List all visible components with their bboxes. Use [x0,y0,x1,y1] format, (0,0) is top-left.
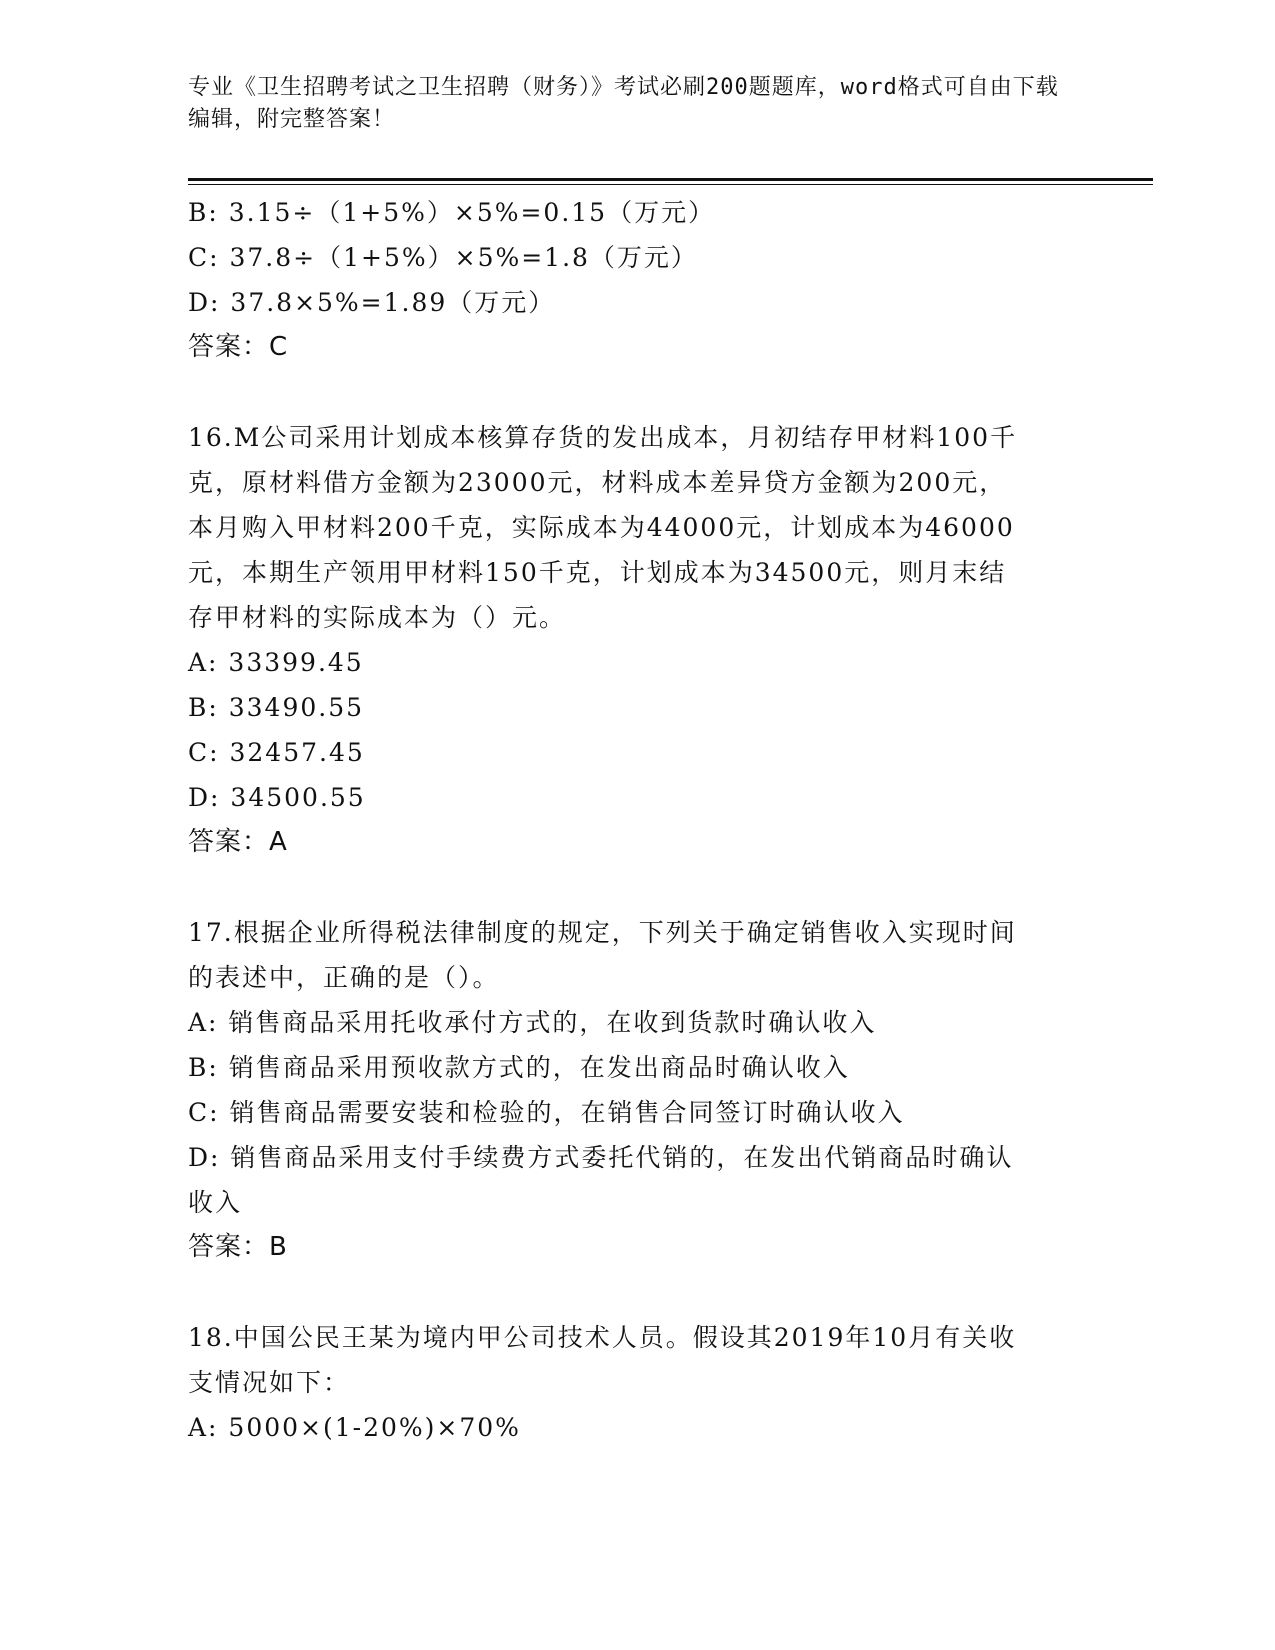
question-18 [188,1315,1078,1450]
question-stem-line: 的表述中，正确的是（）。 [188,963,500,992]
question-stem-line: 克，原材料借方金额为23000元，材料成本差异贷方金额为200元， [188,468,1007,497]
option-d: D: 销售商品采用支付手续费方式委托代销的，在发出代销商品时确认 [188,1143,1014,1172]
question-stem-line: 元，本期生产领用甲材料150千克，计划成本为34500元，则月末结 [188,558,1007,587]
option-d: D: 34500.55 [188,783,366,812]
question-17 [188,910,1078,1270]
question-15 [188,190,1078,370]
spacer [188,370,1078,415]
option-a: A: 5000×(1-20%)×70% [188,1413,521,1442]
option-c: C: 销售商品需要安装和检验的，在销售合同签订时确认收入 [188,1098,905,1127]
option-c: C: 32457.45 [188,738,365,767]
spacer [188,865,1078,910]
question-stem-line: 17.根据企业所得税法律制度的规定，下列关于确定销售收入实现时间 [188,918,1017,947]
header-divider-thick [188,178,1153,181]
question-16 [188,415,1078,865]
answer: 答案：B [188,1232,288,1262]
option-d-continuation: 收入 [188,1188,243,1217]
option-b: B: 33490.55 [188,693,365,722]
option-d: D: 37.8×5%=1.89（万元） [188,288,556,317]
option-a: A: 33399.45 [188,648,364,677]
question-stem-line: 18.中国公民王某为境内甲公司技术人员。假设其2019年10月有关收 [188,1323,1017,1352]
header-divider-thin [188,184,1153,185]
spacer [188,1270,1078,1315]
question-stem-line: 本月购入甲材料200千克，实际成本为44000元，计划成本为46000 [188,513,1015,542]
answer: 答案：C [188,332,289,362]
question-stem-line: 支情况如下： [188,1368,351,1397]
question-stem-line: 存甲材料的实际成本为（）元。 [188,603,567,632]
question-stem-line: 16.M公司采用计划成本核算存货的发出成本，月初结存甲材料100千 [188,423,1018,452]
option-b: B: 3.15÷（1+5%）×5%=0.15（万元） [188,198,716,227]
document-header: 专业《卫生招聘考试之卫生招聘（财务）》考试必刷200题题库，word格式可自由下载编辑，附完整答案！ [188,75,1059,132]
option-b: B: 销售商品采用预收款方式的，在发出商品时确认收入 [188,1053,850,1082]
option-a: A: 销售商品采用托收承付方式的，在收到货款时确认收入 [188,1008,877,1037]
answer: 答案：A [188,827,288,857]
option-c: C: 37.8÷（1+5%）×5%=1.8（万元） [188,243,698,272]
question-content [188,190,1078,1450]
